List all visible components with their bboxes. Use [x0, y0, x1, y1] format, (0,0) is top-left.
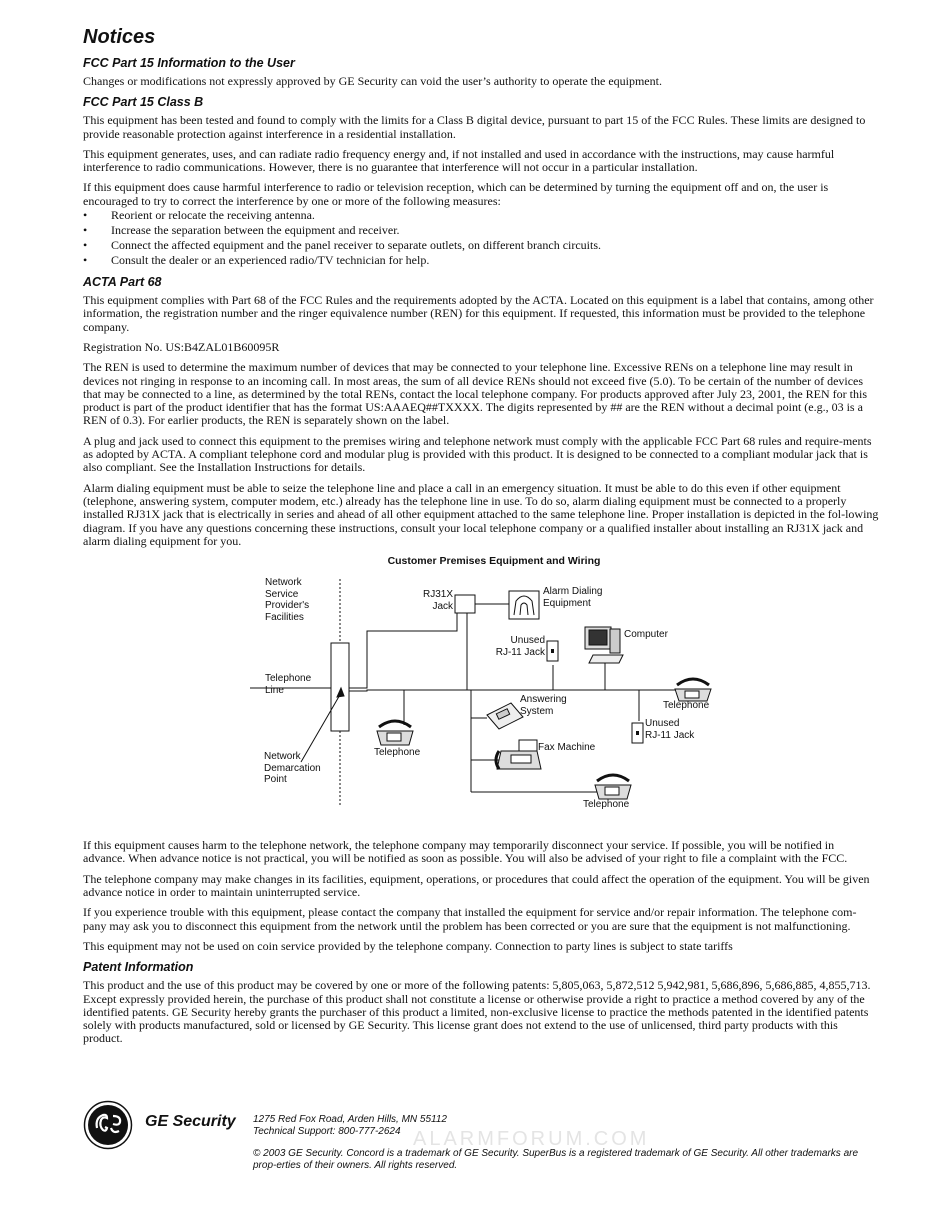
- label-telephone-right: Telephone: [663, 700, 710, 712]
- list-item: [83, 208, 879, 223]
- label-answering-system: Answering System: [520, 694, 567, 717]
- company-address: 1275 Red Fox Road, Arden Hills, MN 55112: [253, 1114, 447, 1125]
- after-diagram-paragraph-4: This equipment may not be used on coin service provided by the telephone company. Connection to party lines is subject to state tariffs: [83, 938, 733, 953]
- answering-system-icon: [487, 703, 523, 729]
- interference-measures-list: [83, 208, 879, 268]
- label-alarm-dialing: Alarm Dialing Equipment: [543, 586, 603, 609]
- wiring-diagram: [83, 555, 879, 833]
- patent-heading: Patent Information: [83, 960, 194, 975]
- list-item-text: Consult the dealer or an experienced radio/TV technician for help.: [111, 253, 430, 268]
- acta68-paragraph-5: Alarm dialing equipment must be able to seize the telephone line and place a call in an emergency situation. It must be able to do this even if other equipment (telephone, answering system, computer modem, etc.) already has the telephone line in use. To do so, alarm dialing equipment must be connected to a properly installed RJ31X jack that is electrically in series and ahead of all other equipment attached to the same telephone line. Proper installation is depicted in the fol-lowing diagram. If you have any questions concerning these instructions, consult your local telephone company or a qualified installer about installing an RJ31X jack and alarm dialing equipment for you.: [83, 480, 879, 548]
- ge-logo-icon: [83, 1100, 133, 1150]
- wire-line-in: [349, 613, 457, 688]
- document-page: [83, 26, 879, 1053]
- telephone-bottom-icon: [595, 775, 631, 799]
- watermark-text: ALARMFORUM.COM: [413, 1128, 650, 1150]
- acta68-paragraph-4: A plug and jack used to connect this equipment to the premises wiring and telephone network must comply with the applicable FCC Part 68 rules and require-ments as adopted by ACTA. A compliant telephone cord and modular plug is provided with this product. It is designed to be connected to a compliant modular jack that is also compliant. See the Installation Instructions for details.: [83, 433, 872, 475]
- network-interface-box: [331, 643, 349, 731]
- telephone-right-icon: [675, 679, 711, 701]
- diagram-title: Customer Premises Equipment and Wiring: [387, 555, 601, 568]
- label-telephone-left: Telephone: [374, 747, 421, 759]
- list-item: [83, 223, 879, 238]
- telephone-left-icon: [377, 721, 413, 745]
- bullet-icon: •: [83, 223, 88, 238]
- copyright-notice: © 2003 GE Security. Concord is a trademark of GE Security. SuperBus is a registered trademark of GE Security. All other trademarks are prop-erties of their owners. All rights reserved.: [253, 1148, 859, 1171]
- label-fax-machine: Fax Machine: [538, 742, 596, 754]
- technical-support: Technical Support: 800-777-2624: [253, 1125, 401, 1137]
- fcc15-classb-paragraph-2: This equipment generates, uses, and can radiate radio frequency energy and, if not installed and used in accordance with the instructions, may cause harmful interference to radio communications. However, there is no guarantee that interference will not occur in a particular installation.: [83, 146, 835, 175]
- page-footer: [83, 1095, 883, 1185]
- acta68-paragraph-1: This equipment complies with Part 68 of the FCC Rules and the requirements adopted by the ACTA. Located on this equipment is a label that contains, among other information, the registration number and the ringer equivalence number (REN) for this equipment. If requested, this information must be provided to the telephone company.: [83, 293, 874, 334]
- list-item: [83, 253, 879, 268]
- label-telephone-bottom: Telephone: [583, 799, 630, 811]
- list-item: [83, 238, 879, 253]
- label-network-provider: Network Service Provider's Facilities: [265, 577, 310, 623]
- fax-machine-icon: [496, 740, 541, 769]
- acta68-heading: ACTA Part 68: [83, 275, 162, 290]
- rj31x-jack-box: [455, 595, 475, 613]
- list-item-text: Increase the separation between the equipment and receiver.: [111, 223, 400, 238]
- bullet-icon: •: [83, 238, 88, 253]
- list-item-text: Connect the affected equipment and the panel receiver to separate outlets, on different branch circuits.: [111, 238, 602, 253]
- page-title: Notices: [83, 26, 156, 48]
- bullet-icon: •: [83, 208, 88, 223]
- fcc15-user-paragraph: Changes or modifications not expressly approved by GE Security can void the user’s authority to operate the equipment.: [83, 74, 662, 88]
- computer-icon: [585, 627, 623, 663]
- fcc15-classb-paragraph-3: If this equipment does cause harmful interference to radio or television reception, which can be determined by turning the equipment off and on, the user is encouraged to try to correct the interference by one or more of the following measures:: [83, 180, 829, 208]
- label-computer: Computer: [624, 629, 668, 641]
- list-item-text: Reorient or relocate the receiving antenna.: [111, 208, 315, 223]
- fcc15-classb-paragraph-1: This equipment has been tested and found to comply with the limits for a Class B digital device, pursuant to part 15 of the FCC Rules. These limits are designed to provide reasonable protection against interference in a residential installation.: [83, 113, 866, 141]
- label-unused-rj11-top: Unused RJ-11 Jack: [495, 635, 545, 658]
- label-telephone-line: Telephone Line: [265, 673, 312, 696]
- fcc15-user-heading: FCC Part 15 Information to the User: [83, 56, 295, 70]
- registration-number: Registration No. US:B4ZAL01B60095R: [83, 339, 280, 354]
- fcc15-classb-heading: FCC Part 15 Class B: [83, 95, 204, 110]
- alarm-dialing-box: [509, 591, 539, 619]
- after-diagram-paragraph-2: The telephone company may make changes in its facilities, equipment, operations, or procedures that could affect the operation of the equipment. You will be given advance notice in order to maintain uninterrupted service.: [83, 871, 870, 900]
- acta68-paragraph-3: The REN is used to determine the maximum number of devices that may be connected to your telephone line. Excessive RENs on a telephone line may result in devices not ringing in response to an incoming call. In most areas, the sum of all device RENs should not exceed five (5.0). To be certain of the number of devices that may be connected to a line, as determined by the total RENs, contact the local telephone company. For products approved after July 23, 2001, the REN for this product is part of the product identifier that has the format US:AAAEQ##TXXXX. The digits represented by ## are the REN without a decimal point (e.g., 03 is a REN of 0.3). For earlier products, the REN is separately shown on the label.: [83, 360, 868, 428]
- patent-paragraph: This product and the use of this product may be covered by one or more of the following patents: 5,805,063, 5,872,512 5,942,981, 5,686,896, 5,686,885, 4,855,713. Except expressly provided herein, the purchase of this product shall not constitute a license or otherwise provide a right to practice a method covered by any of the identified patents. GE Security hereby grants the purchaser of this product a limited, non-exclusive license to practice the methods patented in the identified patents solely with products manufactured, sold or licensed by GE Security. This license grant does not extend to the use of unlicensed, third party products with this product.: [83, 978, 871, 1046]
- after-diagram-paragraph-1: If this equipment causes harm to the telephone network, the telephone company may temporarily disconnect your service. If possible, you will be notified in advance. When advance notice is not practical, you will be notified as soon as possible. You will also be advised of your right to file a complaint with the FCC.: [83, 838, 848, 866]
- label-rj31x-jack: RJ31X Jack: [422, 589, 453, 612]
- brand-name: GE Security: [145, 1113, 236, 1130]
- company-address-block: [253, 1114, 447, 1137]
- label-unused-rj11-right: Unused RJ-11 Jack: [645, 718, 695, 741]
- bullet-icon: •: [83, 253, 88, 268]
- wiring-diagram-graphic: [83, 555, 879, 833]
- after-diagram-paragraph-3: If you experience trouble with this equipment, please contact the company that installed the equipment for service and/or repair information. The telephone com-pany may ask you to disconnect this equipment from the network until the problem has been corrected or you are sure that the equipment is not malfunctioning.: [83, 905, 857, 933]
- label-demarcation-point: Network Demarcation Point: [264, 751, 321, 786]
